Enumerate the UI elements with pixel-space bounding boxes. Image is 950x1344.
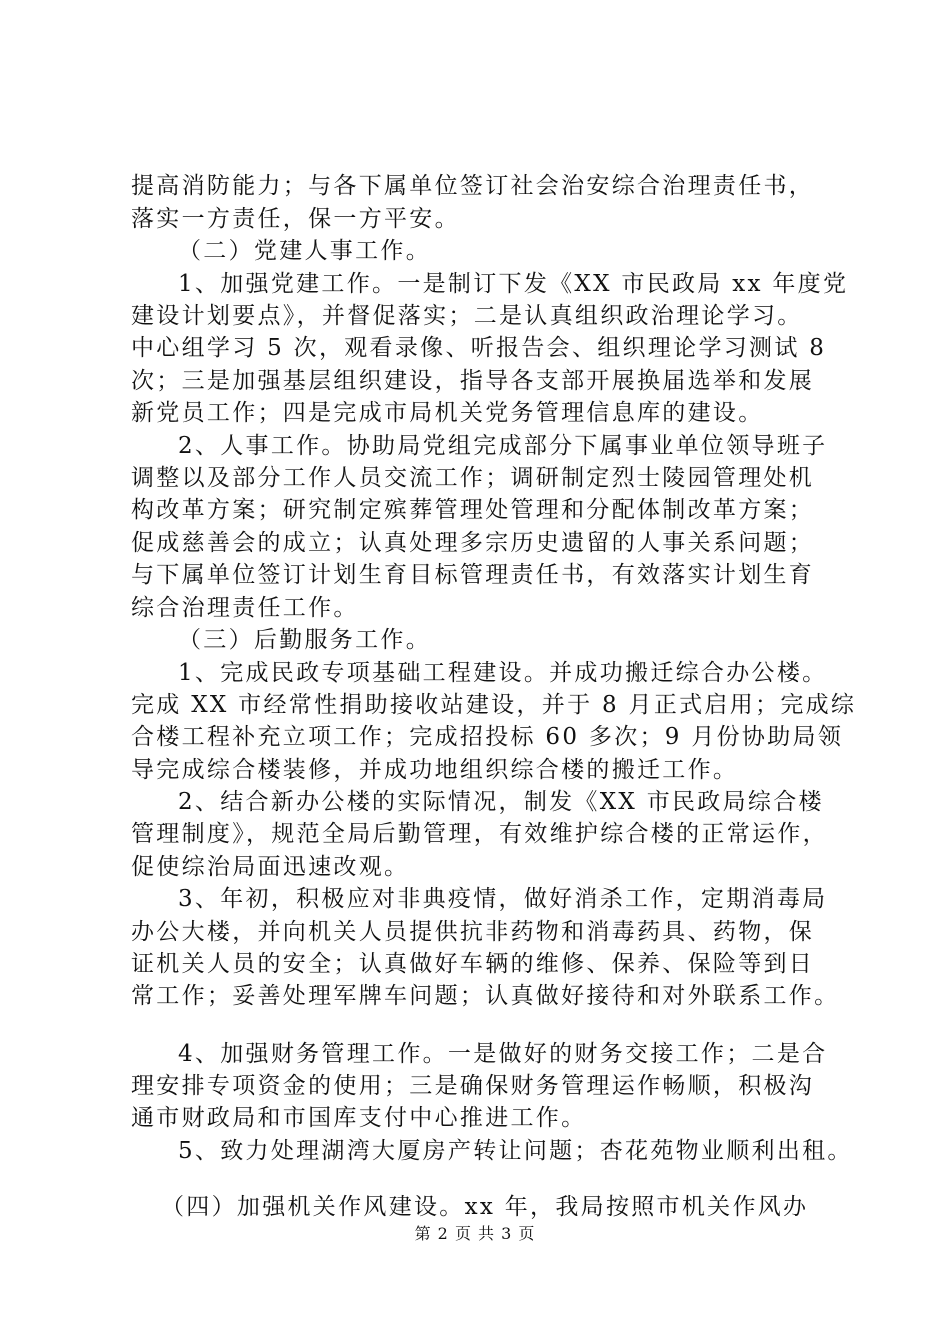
section-heading: （四）加强机关作风建设。xx 年，我局按照市机关作风办	[161, 1194, 809, 1220]
paragraph-line: 管理制度》，规范全局后勤管理，有效维护综合楼的正常运作，	[131, 821, 828, 847]
paragraph-line: 1、加强党建工作。一是制订下发《XX 市民政局 xx 年度党	[178, 271, 849, 297]
paragraph-line: 2、人事工作。协助局党组完成部分下属事业单位领导班子	[178, 433, 828, 459]
paragraph-line: 5、致力处理湖湾大厦房产转让问题；杏花苑物业顺利出租。	[178, 1138, 853, 1164]
paragraph-line: 1、完成民政专项基础工程建设。并成功搬迁综合办公楼。	[178, 660, 828, 686]
paragraph-line: 提高消防能力；与各下属单位签订社会治安综合治理责任书，	[131, 173, 815, 199]
page-number-footer: 第 2 页 共 3 页	[414, 1224, 536, 1243]
section-heading: （二）党建人事工作。	[178, 238, 431, 264]
paragraph-line: 综合治理责任工作。	[131, 595, 359, 621]
paragraph-line: 构改革方案；研究制定殡葬管理处管理和分配体制改革方案；	[131, 497, 815, 523]
paragraph-line: 次；三是加强基层组织建设，指导各支部开展换届选举和发展	[131, 368, 815, 394]
paragraph-line: 促使综治局面迅速改观。	[131, 854, 410, 880]
paragraph-line: 2、结合新办公楼的实际情况，制发《XX 市民政局综合楼	[178, 789, 824, 815]
paragraph-line: 证机关人员的安全；认真做好车辆的维修、保养、保险等到日	[131, 951, 815, 977]
paragraph-line: 4、加强财务管理工作。一是做好的财务交接工作；二是合	[178, 1041, 828, 1067]
paragraph-line: 促成慈善会的成立；认真处理多宗历史遗留的人事关系问题；	[131, 530, 815, 556]
paragraph-line: 导完成综合楼装修，并成功地组织综合楼的搬迁工作。	[131, 757, 739, 783]
paragraph-line: 落实一方责任，保一方平安。	[131, 206, 460, 232]
section-heading: （三）后勤服务工作。	[178, 627, 431, 653]
paragraph-line: 与下属单位签订计划生育目标管理责任书，有效落实计划生育	[131, 562, 815, 588]
paragraph-line: 建设计划要点》，并督促落实；二是认真组织政治理论学习。	[131, 303, 803, 329]
paragraph-line: 合楼工程补充立项工作；完成招投标 60 多次；9 月份协助局领	[131, 724, 844, 750]
paragraph-line: 通市财政局和市国库支付中心推进工作。	[131, 1105, 587, 1131]
paragraph-line: 中心组学习 5 次，观看录像、听报告会、组织理论学习测试 8	[131, 335, 827, 361]
paragraph-line: 完成 XX 市经常性捐助接收站建设，并于 8 月正式启用；完成综	[131, 692, 857, 718]
paragraph-line: 3、年初，积极应对非典疫情，做好消杀工作，定期消毒局	[178, 886, 828, 912]
paragraph-line: 调整以及部分工作人员交流工作；调研制定烈士陵园管理处机	[131, 465, 815, 491]
paragraph-line: 新党员工作；四是完成市局机关党务管理信息库的建设。	[131, 400, 764, 426]
paragraph-line: 办公大楼，并向机关人员提供抗非药物和消毒药具、药物，保	[131, 919, 815, 945]
paragraph-line: 常工作；妥善处理军牌车问题；认真做好接待和对外联系工作。	[131, 983, 840, 1009]
paragraph-line: 理安排专项资金的使用；三是确保财务管理运作畅顺，积极沟	[131, 1073, 815, 1099]
